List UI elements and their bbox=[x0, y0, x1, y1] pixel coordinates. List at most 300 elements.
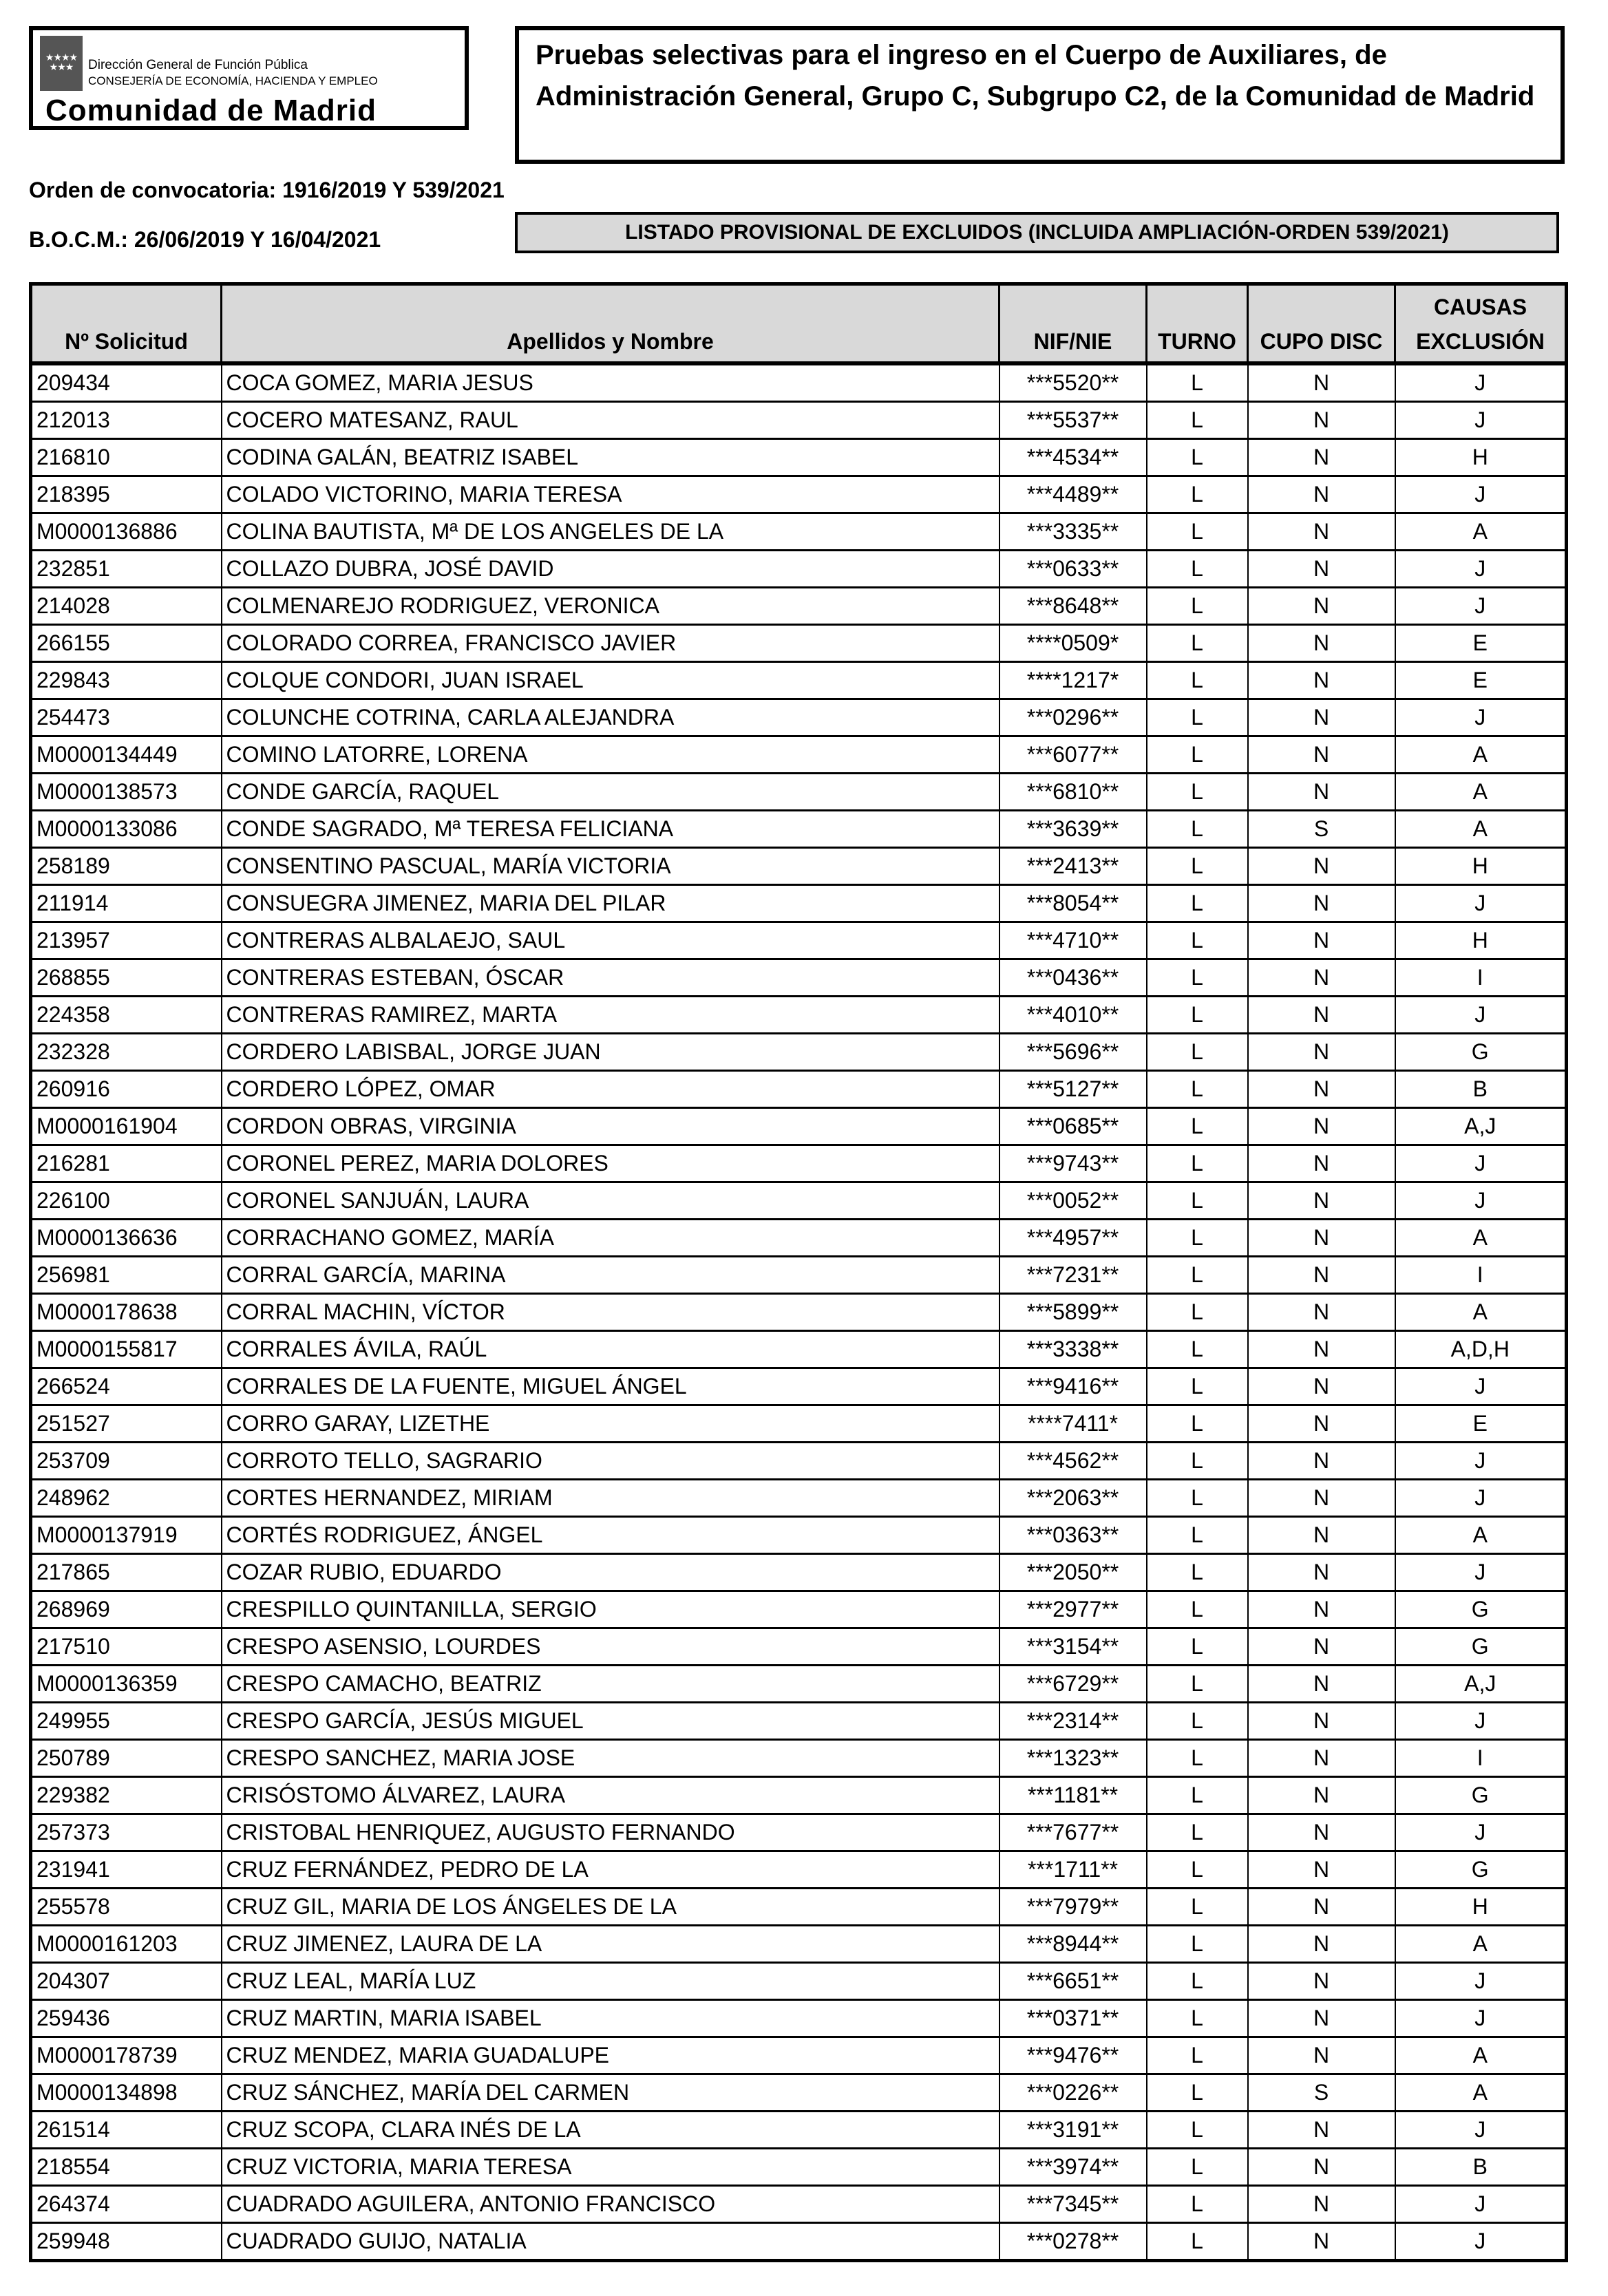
nombre-cell: COLLAZO DUBRA, JOSÉ DAVID bbox=[222, 551, 999, 588]
cupo-cell: N bbox=[1248, 2000, 1395, 2037]
table-row bbox=[31, 662, 1567, 699]
nif-cell: ***0436** bbox=[999, 959, 1147, 997]
solicitud-cell: 264374 bbox=[31, 2186, 222, 2223]
cupo-cell: N bbox=[1248, 1480, 1395, 1517]
cupo-cell: N bbox=[1248, 922, 1395, 959]
turno-cell: L bbox=[1147, 402, 1248, 439]
table-row bbox=[31, 1889, 1567, 1926]
nombre-cell: CRESPO GARCÍA, JESÚS MIGUEL bbox=[222, 1703, 999, 1740]
solicitud-cell: 249955 bbox=[31, 1703, 222, 1740]
table-row bbox=[31, 1145, 1567, 1182]
table-row bbox=[31, 1368, 1567, 1405]
nif-cell: ***0226** bbox=[999, 2074, 1147, 2112]
nif-cell: ****0509* bbox=[999, 625, 1147, 662]
nif-cell: ***6077** bbox=[999, 736, 1147, 774]
causas-cell: J bbox=[1395, 997, 1567, 1034]
cupo-cell: N bbox=[1248, 1926, 1395, 1963]
turno-cell: L bbox=[1147, 1703, 1248, 1740]
header-causas: CAUSAS EXCLUSIÓN bbox=[1395, 284, 1567, 364]
nif-cell: ***9743** bbox=[999, 1145, 1147, 1182]
cupo-cell: N bbox=[1248, 736, 1395, 774]
nombre-cell: CRUZ MARTIN, MARIA ISABEL bbox=[222, 2000, 999, 2037]
turno-cell: L bbox=[1147, 2112, 1248, 2149]
nombre-cell: CRISÓSTOMO ÁLVAREZ, LAURA bbox=[222, 1777, 999, 1814]
cupo-cell: N bbox=[1248, 1963, 1395, 2000]
nif-cell: ***4562** bbox=[999, 1443, 1147, 1480]
nif-cell: ***4489** bbox=[999, 476, 1147, 513]
solicitud-cell: 214028 bbox=[31, 588, 222, 625]
causas-cell: J bbox=[1395, 402, 1567, 439]
turno-cell: L bbox=[1147, 513, 1248, 551]
causas-cell: A,D,H bbox=[1395, 1331, 1567, 1368]
causas-cell: J bbox=[1395, 2000, 1567, 2037]
turno-cell: L bbox=[1147, 1666, 1248, 1703]
cupo-cell: N bbox=[1248, 1368, 1395, 1405]
causas-cell: A bbox=[1395, 1294, 1567, 1331]
table-row bbox=[31, 1554, 1567, 1591]
solicitud-cell: 213957 bbox=[31, 922, 222, 959]
turno-cell: L bbox=[1147, 439, 1248, 476]
nombre-cell: CORRALES ÁVILA, RAÚL bbox=[222, 1331, 999, 1368]
table-row bbox=[31, 1405, 1567, 1443]
nif-cell: ***0052** bbox=[999, 1182, 1147, 1220]
causas-cell: I bbox=[1395, 1740, 1567, 1777]
solicitud-cell: M0000133086 bbox=[31, 811, 222, 848]
cupo-cell: N bbox=[1248, 2149, 1395, 2186]
causas-cell: A bbox=[1395, 1926, 1567, 1963]
nif-cell: ***3335** bbox=[999, 513, 1147, 551]
nombre-cell: COCERO MATESANZ, RAUL bbox=[222, 402, 999, 439]
nombre-cell: COLMENAREJO RODRIGUEZ, VERONICA bbox=[222, 588, 999, 625]
header-nif: NIF/NIE bbox=[999, 284, 1147, 364]
nif-cell: ****1217* bbox=[999, 662, 1147, 699]
table-row bbox=[31, 959, 1567, 997]
comunidad-de-madrid-logo bbox=[29, 26, 469, 130]
solicitud-cell: 212013 bbox=[31, 402, 222, 439]
table-row bbox=[31, 1926, 1567, 1963]
table-row bbox=[31, 1777, 1567, 1814]
solicitud-cell: 216281 bbox=[31, 1145, 222, 1182]
solicitud-cell: 232851 bbox=[31, 551, 222, 588]
nif-cell: ***2413** bbox=[999, 848, 1147, 885]
cupo-cell: N bbox=[1248, 662, 1395, 699]
turno-cell: L bbox=[1147, 1405, 1248, 1443]
causas-cell: A bbox=[1395, 774, 1567, 811]
nombre-cell: CORRAL MACHIN, VÍCTOR bbox=[222, 1294, 999, 1331]
solicitud-cell: M0000178739 bbox=[31, 2037, 222, 2074]
nombre-cell: CONDE GARCÍA, RAQUEL bbox=[222, 774, 999, 811]
cupo-cell: N bbox=[1248, 2037, 1395, 2074]
causas-cell: H bbox=[1395, 439, 1567, 476]
nif-cell: ***3338** bbox=[999, 1331, 1147, 1368]
turno-cell: L bbox=[1147, 1926, 1248, 1963]
nif-cell: ***2977** bbox=[999, 1591, 1147, 1628]
turno-cell: L bbox=[1147, 1145, 1248, 1182]
solicitud-cell: 248962 bbox=[31, 1480, 222, 1517]
cupo-cell: N bbox=[1248, 1666, 1395, 1703]
turno-cell: L bbox=[1147, 1814, 1248, 1851]
turno-cell: L bbox=[1147, 922, 1248, 959]
header-nombre: Apellidos y Nombre bbox=[222, 284, 999, 364]
table-header-row bbox=[31, 284, 1567, 364]
nif-cell: ***4957** bbox=[999, 1220, 1147, 1257]
table-row bbox=[31, 2223, 1567, 2261]
solicitud-cell: 216810 bbox=[31, 439, 222, 476]
cupo-cell: S bbox=[1248, 811, 1395, 848]
nombre-cell: CRUZ GIL, MARIA DE LOS ÁNGELES DE LA bbox=[222, 1889, 999, 1926]
turno-cell: L bbox=[1147, 1294, 1248, 1331]
nombre-cell: COMINO LATORRE, LORENA bbox=[222, 736, 999, 774]
causas-cell: G bbox=[1395, 1591, 1567, 1628]
nif-cell: ***1181** bbox=[999, 1777, 1147, 1814]
turno-cell: L bbox=[1147, 2074, 1248, 2112]
solicitud-cell: 250789 bbox=[31, 1740, 222, 1777]
causas-cell: J bbox=[1395, 1182, 1567, 1220]
nif-cell: ***2063** bbox=[999, 1480, 1147, 1517]
cupo-cell: N bbox=[1248, 959, 1395, 997]
table-row bbox=[31, 1257, 1567, 1294]
solicitud-cell: 209434 bbox=[31, 363, 222, 402]
cupo-cell: N bbox=[1248, 1257, 1395, 1294]
table-row bbox=[31, 736, 1567, 774]
causas-cell: J bbox=[1395, 1480, 1567, 1517]
nombre-cell: CUADRADO GUIJO, NATALIA bbox=[222, 2223, 999, 2261]
causas-cell: G bbox=[1395, 1628, 1567, 1666]
nif-cell: ***8054** bbox=[999, 885, 1147, 922]
nombre-cell: CRUZ LEAL, MARÍA LUZ bbox=[222, 1963, 999, 2000]
solicitud-cell: 257373 bbox=[31, 1814, 222, 1851]
table-row bbox=[31, 2037, 1567, 2074]
bocm-dates: B.O.C.M.: 26/06/2019 Y 16/04/2021 bbox=[29, 227, 381, 252]
nombre-cell: CRUZ JIMENEZ, LAURA DE LA bbox=[222, 1926, 999, 1963]
causas-cell: J bbox=[1395, 2186, 1567, 2223]
header-solicitud: Nº Solicitud bbox=[31, 284, 222, 364]
nombre-cell: CORDERO LABISBAL, JORGE JUAN bbox=[222, 1034, 999, 1071]
turno-cell: L bbox=[1147, 959, 1248, 997]
nif-cell: ***9416** bbox=[999, 1368, 1147, 1405]
causas-cell: A bbox=[1395, 736, 1567, 774]
solicitud-cell: M0000178638 bbox=[31, 1294, 222, 1331]
turno-cell: L bbox=[1147, 1851, 1248, 1889]
nombre-cell: CRESPO CAMACHO, BEATRIZ bbox=[222, 1666, 999, 1703]
turno-cell: L bbox=[1147, 2186, 1248, 2223]
nif-cell: ***4710** bbox=[999, 922, 1147, 959]
solicitud-cell: 256981 bbox=[31, 1257, 222, 1294]
logo-line-3: Comunidad de Madrid bbox=[45, 94, 377, 127]
solicitud-cell: M0000137919 bbox=[31, 1517, 222, 1554]
turno-cell: L bbox=[1147, 476, 1248, 513]
turno-cell: L bbox=[1147, 625, 1248, 662]
turno-cell: L bbox=[1147, 1740, 1248, 1777]
turno-cell: L bbox=[1147, 1591, 1248, 1628]
nif-cell: ***7677** bbox=[999, 1814, 1147, 1851]
table-row bbox=[31, 885, 1567, 922]
solicitud-cell: M0000161904 bbox=[31, 1108, 222, 1145]
cupo-cell: N bbox=[1248, 1071, 1395, 1108]
nombre-cell: CORONEL SANJUÁN, LAURA bbox=[222, 1182, 999, 1220]
causas-cell: J bbox=[1395, 1814, 1567, 1851]
cupo-cell: N bbox=[1248, 1443, 1395, 1480]
causas-cell: G bbox=[1395, 1777, 1567, 1814]
solicitud-cell: 218395 bbox=[31, 476, 222, 513]
solicitud-cell: M0000134898 bbox=[31, 2074, 222, 2112]
nombre-cell: CORRO GARAY, LIZETHE bbox=[222, 1405, 999, 1443]
turno-cell: L bbox=[1147, 1182, 1248, 1220]
table-row bbox=[31, 1480, 1567, 1517]
cupo-cell: N bbox=[1248, 1591, 1395, 1628]
causas-cell: G bbox=[1395, 1851, 1567, 1889]
causas-cell: J bbox=[1395, 476, 1567, 513]
solicitud-cell: M0000138573 bbox=[31, 774, 222, 811]
solicitud-cell: M0000136886 bbox=[31, 513, 222, 551]
table-row bbox=[31, 1666, 1567, 1703]
cupo-cell: N bbox=[1248, 2186, 1395, 2223]
nombre-cell: CODINA GALÁN, BEATRIZ ISABEL bbox=[222, 439, 999, 476]
table-row bbox=[31, 922, 1567, 959]
table-row bbox=[31, 1851, 1567, 1889]
solicitud-cell: 218554 bbox=[31, 2149, 222, 2186]
causas-cell: J bbox=[1395, 1368, 1567, 1405]
turno-cell: L bbox=[1147, 1331, 1248, 1368]
cupo-cell: N bbox=[1248, 476, 1395, 513]
cupo-cell: N bbox=[1248, 1814, 1395, 1851]
nif-cell: ***3191** bbox=[999, 2112, 1147, 2149]
solicitud-cell: 259948 bbox=[31, 2223, 222, 2261]
logo-line-1: Dirección General de Función Pública bbox=[88, 58, 308, 72]
turno-cell: L bbox=[1147, 588, 1248, 625]
turno-cell: L bbox=[1147, 885, 1248, 922]
nombre-cell: CORDERO LÓPEZ, OMAR bbox=[222, 1071, 999, 1108]
nombre-cell: CRESPO SANCHEZ, MARIA JOSE bbox=[222, 1740, 999, 1777]
nombre-cell: COZAR RUBIO, EDUARDO bbox=[222, 1554, 999, 1591]
header-turno: TURNO bbox=[1147, 284, 1248, 364]
nif-cell: ***8648** bbox=[999, 588, 1147, 625]
turno-cell: L bbox=[1147, 1628, 1248, 1666]
turno-cell: L bbox=[1147, 662, 1248, 699]
nombre-cell: CONSUEGRA JIMENEZ, MARIA DEL PILAR bbox=[222, 885, 999, 922]
causas-cell: J bbox=[1395, 885, 1567, 922]
nif-cell: ***7345** bbox=[999, 2186, 1147, 2223]
header-cupo: CUPO DISC bbox=[1248, 284, 1395, 364]
solicitud-cell: 259436 bbox=[31, 2000, 222, 2037]
table-row bbox=[31, 774, 1567, 811]
nombre-cell: CORDON OBRAS, VIRGINIA bbox=[222, 1108, 999, 1145]
cupo-cell: N bbox=[1248, 439, 1395, 476]
causas-cell: E bbox=[1395, 662, 1567, 699]
turno-cell: L bbox=[1147, 2037, 1248, 2074]
cupo-cell: N bbox=[1248, 513, 1395, 551]
solicitud-cell: 217510 bbox=[31, 1628, 222, 1666]
causas-cell: J bbox=[1395, 699, 1567, 736]
nombre-cell: CONTRERAS RAMIREZ, MARTA bbox=[222, 997, 999, 1034]
table-row bbox=[31, 2074, 1567, 2112]
causas-cell: G bbox=[1395, 1034, 1567, 1071]
turno-cell: L bbox=[1147, 363, 1248, 402]
solicitud-cell: 266524 bbox=[31, 1368, 222, 1405]
cupo-cell: N bbox=[1248, 774, 1395, 811]
nif-cell: ***3154** bbox=[999, 1628, 1147, 1666]
table-row bbox=[31, 2112, 1567, 2149]
nombre-cell: COLUNCHE COTRINA, CARLA ALEJANDRA bbox=[222, 699, 999, 736]
nif-cell: ****7411* bbox=[999, 1405, 1147, 1443]
causas-cell: H bbox=[1395, 848, 1567, 885]
cupo-cell: N bbox=[1248, 1703, 1395, 1740]
nombre-cell: CORRACHANO GOMEZ, MARÍA bbox=[222, 1220, 999, 1257]
nombre-cell: CONTRERAS ALBALAEJO, SAUL bbox=[222, 922, 999, 959]
turno-cell: L bbox=[1147, 1034, 1248, 1071]
solicitud-cell: 229843 bbox=[31, 662, 222, 699]
cupo-cell: N bbox=[1248, 1034, 1395, 1071]
turno-cell: L bbox=[1147, 774, 1248, 811]
nombre-cell: CORTÉS RODRIGUEZ, ÁNGEL bbox=[222, 1517, 999, 1554]
nif-cell: ***0278** bbox=[999, 2223, 1147, 2261]
causas-cell: A bbox=[1395, 513, 1567, 551]
nombre-cell: CONSENTINO PASCUAL, MARÍA VICTORIA bbox=[222, 848, 999, 885]
causas-cell: A bbox=[1395, 2037, 1567, 2074]
nif-cell: ***3974** bbox=[999, 2149, 1147, 2186]
causas-cell: A bbox=[1395, 1220, 1567, 1257]
cupo-cell: N bbox=[1248, 2223, 1395, 2261]
solicitud-cell: 251527 bbox=[31, 1405, 222, 1443]
table-row bbox=[31, 402, 1567, 439]
causas-cell: E bbox=[1395, 625, 1567, 662]
table-row bbox=[31, 848, 1567, 885]
turno-cell: L bbox=[1147, 2223, 1248, 2261]
turno-cell: L bbox=[1147, 1963, 1248, 2000]
causas-cell: A,J bbox=[1395, 1666, 1567, 1703]
solicitud-cell: 204307 bbox=[31, 1963, 222, 2000]
table-row bbox=[31, 2000, 1567, 2037]
nif-cell: ***5696** bbox=[999, 1034, 1147, 1071]
table-row bbox=[31, 1963, 1567, 2000]
nif-cell: ***0296** bbox=[999, 699, 1147, 736]
logo-line-2: CONSEJERÍA DE ECONOMÍA, HACIENDA Y EMPLEO bbox=[88, 74, 378, 87]
table-row bbox=[31, 699, 1567, 736]
table-row bbox=[31, 439, 1567, 476]
listado-heading: LISTADO PROVISIONAL DE EXCLUIDOS (INCLUIDA AMPLIACIÓN-ORDEN 539/2021) bbox=[515, 212, 1559, 253]
cupo-cell: N bbox=[1248, 1740, 1395, 1777]
nombre-cell: COLADO VICTORINO, MARIA TERESA bbox=[222, 476, 999, 513]
causas-cell: E bbox=[1395, 1405, 1567, 1443]
table-row bbox=[31, 1331, 1567, 1368]
causas-cell: I bbox=[1395, 1257, 1567, 1294]
turno-cell: L bbox=[1147, 1257, 1248, 1294]
nif-cell: ***0633** bbox=[999, 551, 1147, 588]
nombre-cell: CRUZ VICTORIA, MARIA TERESA bbox=[222, 2149, 999, 2186]
causas-cell: J bbox=[1395, 363, 1567, 402]
causas-cell: J bbox=[1395, 551, 1567, 588]
solicitud-cell: 254473 bbox=[31, 699, 222, 736]
turno-cell: L bbox=[1147, 736, 1248, 774]
table-row bbox=[31, 1517, 1567, 1554]
nombre-cell: CRUZ SÁNCHEZ, MARÍA DEL CARMEN bbox=[222, 2074, 999, 2112]
orden-convocatoria: Orden de convocatoria: 1916/2019 Y 539/2021 bbox=[29, 178, 505, 202]
causas-cell: J bbox=[1395, 588, 1567, 625]
solicitud-cell: M0000136359 bbox=[31, 1666, 222, 1703]
cupo-cell: N bbox=[1248, 363, 1395, 402]
nif-cell: ***5537** bbox=[999, 402, 1147, 439]
nombre-cell: CRUZ SCOPA, CLARA INÉS DE LA bbox=[222, 2112, 999, 2149]
table-row bbox=[31, 2149, 1567, 2186]
nif-cell: ***0371** bbox=[999, 2000, 1147, 2037]
cupo-cell: N bbox=[1248, 1554, 1395, 1591]
causas-cell: J bbox=[1395, 2112, 1567, 2149]
solicitud-cell: 268969 bbox=[31, 1591, 222, 1628]
solicitud-cell: M0000134449 bbox=[31, 736, 222, 774]
cupo-cell: N bbox=[1248, 1182, 1395, 1220]
nif-cell: ***3639** bbox=[999, 811, 1147, 848]
nif-cell: ***5520** bbox=[999, 363, 1147, 402]
solicitud-cell: 226100 bbox=[31, 1182, 222, 1220]
cupo-cell: N bbox=[1248, 2112, 1395, 2149]
cupo-cell: N bbox=[1248, 1220, 1395, 1257]
nif-cell: ***0363** bbox=[999, 1517, 1147, 1554]
nombre-cell: CUADRADO AGUILERA, ANTONIO FRANCISCO bbox=[222, 2186, 999, 2223]
cupo-cell: N bbox=[1248, 1108, 1395, 1145]
causas-cell: A bbox=[1395, 2074, 1567, 2112]
table-row bbox=[31, 551, 1567, 588]
turno-cell: L bbox=[1147, 1480, 1248, 1517]
cupo-cell: N bbox=[1248, 699, 1395, 736]
causas-cell: J bbox=[1395, 2223, 1567, 2261]
solicitud-cell: 258189 bbox=[31, 848, 222, 885]
turno-cell: L bbox=[1147, 2000, 1248, 2037]
nombre-cell: CONDE SAGRADO, Mª TERESA FELICIANA bbox=[222, 811, 999, 848]
document-title: Pruebas selectivas para el ingreso en el Cuerpo de Auxiliares, de Administración General, Grupo C, Subgrupo C2, de la Comunidad de Madrid bbox=[515, 26, 1565, 164]
nombre-cell: CRUZ FERNÁNDEZ, PEDRO DE LA bbox=[222, 1851, 999, 1889]
causas-cell: H bbox=[1395, 922, 1567, 959]
solicitud-cell: 217865 bbox=[31, 1554, 222, 1591]
solicitud-cell: M0000155817 bbox=[31, 1331, 222, 1368]
nif-cell: ***0685** bbox=[999, 1108, 1147, 1145]
nif-cell: ***1323** bbox=[999, 1740, 1147, 1777]
nif-cell: ***6810** bbox=[999, 774, 1147, 811]
solicitud-cell: M0000161203 bbox=[31, 1926, 222, 1963]
solicitud-cell: M0000136636 bbox=[31, 1220, 222, 1257]
turno-cell: L bbox=[1147, 1517, 1248, 1554]
causas-cell: J bbox=[1395, 1703, 1567, 1740]
causas-cell: I bbox=[1395, 959, 1567, 997]
table-row bbox=[31, 625, 1567, 662]
nif-cell: ***5127** bbox=[999, 1071, 1147, 1108]
causas-cell: J bbox=[1395, 1554, 1567, 1591]
nif-cell: ***9476** bbox=[999, 2037, 1147, 2074]
solicitud-cell: 229382 bbox=[31, 1777, 222, 1814]
turno-cell: L bbox=[1147, 1443, 1248, 1480]
table-row bbox=[31, 588, 1567, 625]
cupo-cell: N bbox=[1248, 1145, 1395, 1182]
table-row bbox=[31, 513, 1567, 551]
table-row bbox=[31, 2186, 1567, 2223]
causas-cell: A bbox=[1395, 811, 1567, 848]
table-row bbox=[31, 363, 1567, 402]
turno-cell: L bbox=[1147, 1554, 1248, 1591]
nif-cell: ***6729** bbox=[999, 1666, 1147, 1703]
causas-cell: A,J bbox=[1395, 1108, 1567, 1145]
nombre-cell: CRESPO ASENSIO, LOURDES bbox=[222, 1628, 999, 1666]
cupo-cell: N bbox=[1248, 551, 1395, 588]
turno-cell: L bbox=[1147, 551, 1248, 588]
cupo-cell: N bbox=[1248, 402, 1395, 439]
solicitud-cell: 268855 bbox=[31, 959, 222, 997]
nombre-cell: COLINA BAUTISTA, Mª DE LOS ANGELES DE LA bbox=[222, 513, 999, 551]
nombre-cell: CORRALES DE LA FUENTE, MIGUEL ÁNGEL bbox=[222, 1368, 999, 1405]
turno-cell: L bbox=[1147, 2149, 1248, 2186]
solicitud-cell: 261514 bbox=[31, 2112, 222, 2149]
table-row bbox=[31, 1220, 1567, 1257]
cupo-cell: S bbox=[1248, 2074, 1395, 2112]
nif-cell: ***8944** bbox=[999, 1926, 1147, 1963]
